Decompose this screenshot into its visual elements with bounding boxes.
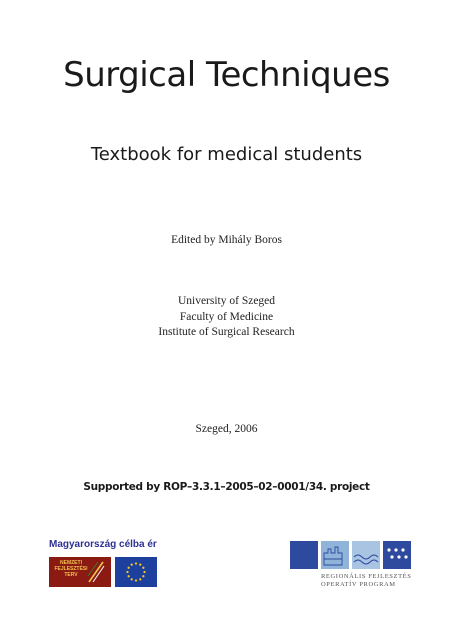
university-name: University of Szeged <box>177 295 276 307</box>
editor-line: Edited by Mihály Boros <box>171 234 282 246</box>
eu-flag-icon <box>115 557 157 587</box>
affiliation-block <box>0 294 453 341</box>
nft-stripe-icon <box>87 560 105 584</box>
nft-logo-text <box>54 560 88 578</box>
hungary-slogan-logo: Magyarország célba ér <box>49 539 157 550</box>
rop-line: REGIONÁLIS FEJLESZTÉS <box>321 573 412 580</box>
rop-regional-logo <box>290 541 411 569</box>
nft-logo <box>49 557 111 587</box>
nft-line: FEJLESZTÉSI <box>54 566 88 572</box>
nft-line: NEMZETI <box>60 560 82 566</box>
nft-line: TERV <box>64 572 78 578</box>
institute-name: Institute of Surgical Research <box>158 326 295 338</box>
support-line: Supported by ROP–3.3.1–2005–02–0001/34. project <box>83 481 370 493</box>
book-subtitle: Textbook for medical students <box>90 144 363 165</box>
book-title: Surgical Techniques <box>63 55 390 95</box>
rop-line: OPERATÍV PROGRAM <box>321 581 396 588</box>
place-year: Szeged, 2006 <box>195 423 258 435</box>
rop-program-text <box>321 573 416 589</box>
faculty-name: Faculty of Medicine <box>179 310 274 323</box>
